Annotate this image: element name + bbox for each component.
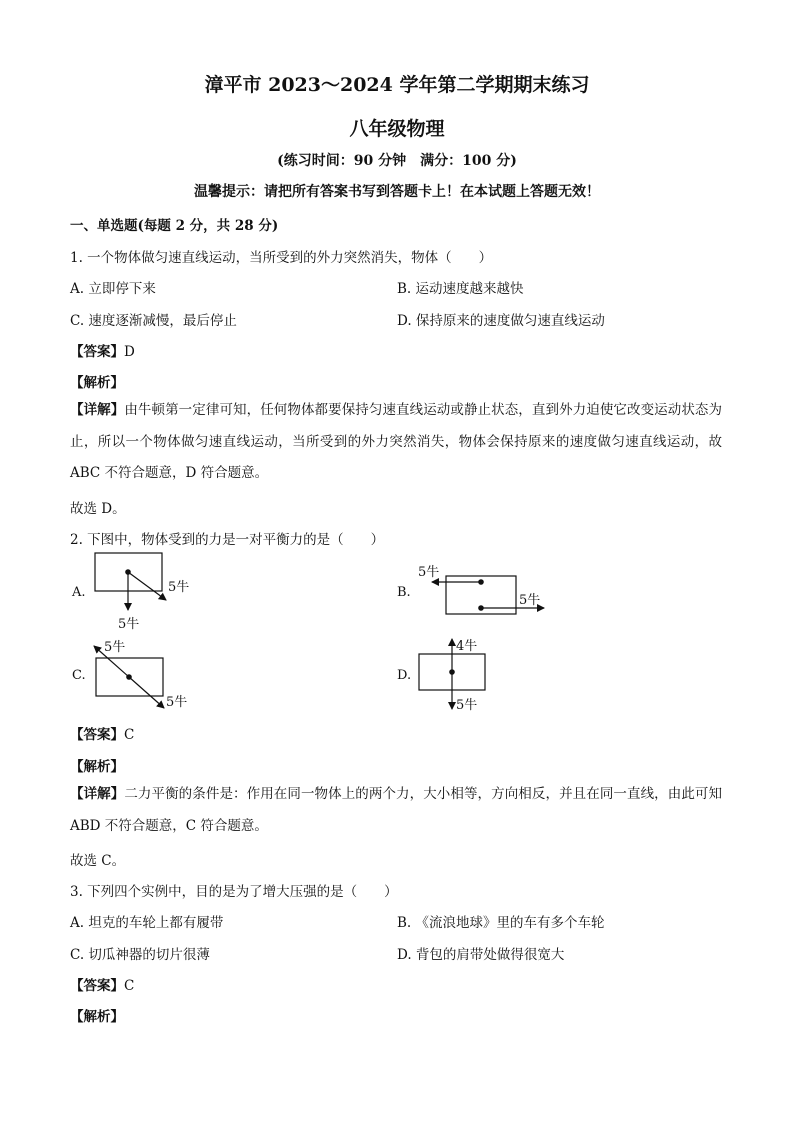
q3-analysis-tag: 【解析】: [70, 1009, 124, 1025]
q1-option-a: A. 立即停下来: [70, 281, 156, 297]
answer-value: C: [124, 978, 135, 994]
force-label-a2: 5牛: [118, 617, 140, 632]
q1-option-d: D. 保持原来的速度做匀速直线运动: [397, 313, 605, 329]
force-label-c1: 5牛: [104, 640, 126, 655]
force-label-a1: 5牛: [168, 580, 190, 595]
detail-text: 二力平衡的条件是：作用在同一物体上的两个力，大小相等，方向相反，并且在同一直线，由此可知 ABD 不符合题意，C 符合题意。: [70, 786, 723, 834]
q3-answer: [70, 974, 134, 994]
detail-text: 由牛顿第一定律可知，任何物体都要保持匀速直线运动或静止状态，直到外力迫使它改变运动状态为止，所以一个物体做匀速直线运动，当所受到的外力突然消失，物体会保持原来的速度做匀速直线运动，故 ABC 不符合题意，D 符合题意。: [70, 402, 723, 481]
force-label-d1: 4牛: [456, 639, 478, 654]
exam-subject: 八年级物理: [349, 118, 445, 140]
diagram-d: [419, 638, 485, 713]
q1-option-b: B. 运动速度越来越快: [397, 281, 524, 297]
force-arrow-a1: [128, 572, 166, 600]
diagram-a: [95, 553, 189, 632]
q3-stem: 3. 下列四个实例中，目的是为了增大压强的是（ ）: [70, 884, 398, 900]
q1-analysis-tag: 【解析】: [70, 375, 124, 391]
q2-label-d: D.: [397, 668, 412, 683]
answer-value: C: [124, 727, 135, 743]
force-label-b1: 5牛: [418, 565, 440, 580]
section-heading: 一、单选题(每题 2 分，共 28 分): [70, 218, 279, 234]
answer-value: D: [124, 344, 135, 360]
q2-stem: 2. 下图中，物体受到的力是一对平衡力的是（ ）: [70, 532, 385, 548]
exam-title: 漳平市 2023～2024 学年第二学期期末练习: [204, 74, 590, 96]
force-label-d2: 5牛: [456, 698, 478, 713]
answer-tag: 【答案】: [70, 978, 124, 994]
diagram-c: [94, 639, 187, 710]
q2-conclusion: 故选 C。: [70, 853, 126, 869]
force-label-b2: 5牛: [519, 593, 541, 608]
detail-tag: 【详解】: [70, 786, 125, 802]
answer-tag: 【答案】: [70, 727, 124, 743]
detail-tag: 【详解】: [70, 402, 125, 418]
exam-time-info: (练习时间：90 分钟 满分：100 分): [277, 153, 517, 169]
q2-label-a: A.: [72, 585, 86, 600]
q2-analysis-tag: 【解析】: [70, 759, 124, 775]
answer-tag: 【答案】: [70, 344, 124, 360]
q2-label-b: B.: [397, 585, 411, 600]
q2-answer: [70, 723, 134, 743]
q2-detail: [70, 779, 722, 842]
q1-stem: 1. 一个物体做匀速直线运动，当所受到的外力突然消失，物体（ ）: [70, 250, 493, 266]
exam-notice: 温馨提示：请把所有答案书写到答题卡上！在本试题上答题无效！: [194, 184, 600, 200]
force-label-c2: 5牛: [166, 695, 188, 710]
q3-option-a: A. 坦克的车轮上都有履带: [70, 915, 224, 931]
q1-option-c: C. 速度逐渐减慢，最后停止: [70, 313, 237, 329]
q1-conclusion: 故选 D。: [70, 501, 126, 517]
q3-option-b: B. 《流浪地球》里的车有多个车轮: [397, 915, 605, 931]
force-arrow-c2: [129, 677, 164, 708]
q3-option-d: D. 背包的肩带处做得很宽大: [397, 947, 565, 963]
diagram-b: [418, 564, 544, 614]
q2-label-c: C.: [72, 668, 86, 683]
q3-option-c: C. 切瓜神器的切片很薄: [70, 947, 210, 963]
